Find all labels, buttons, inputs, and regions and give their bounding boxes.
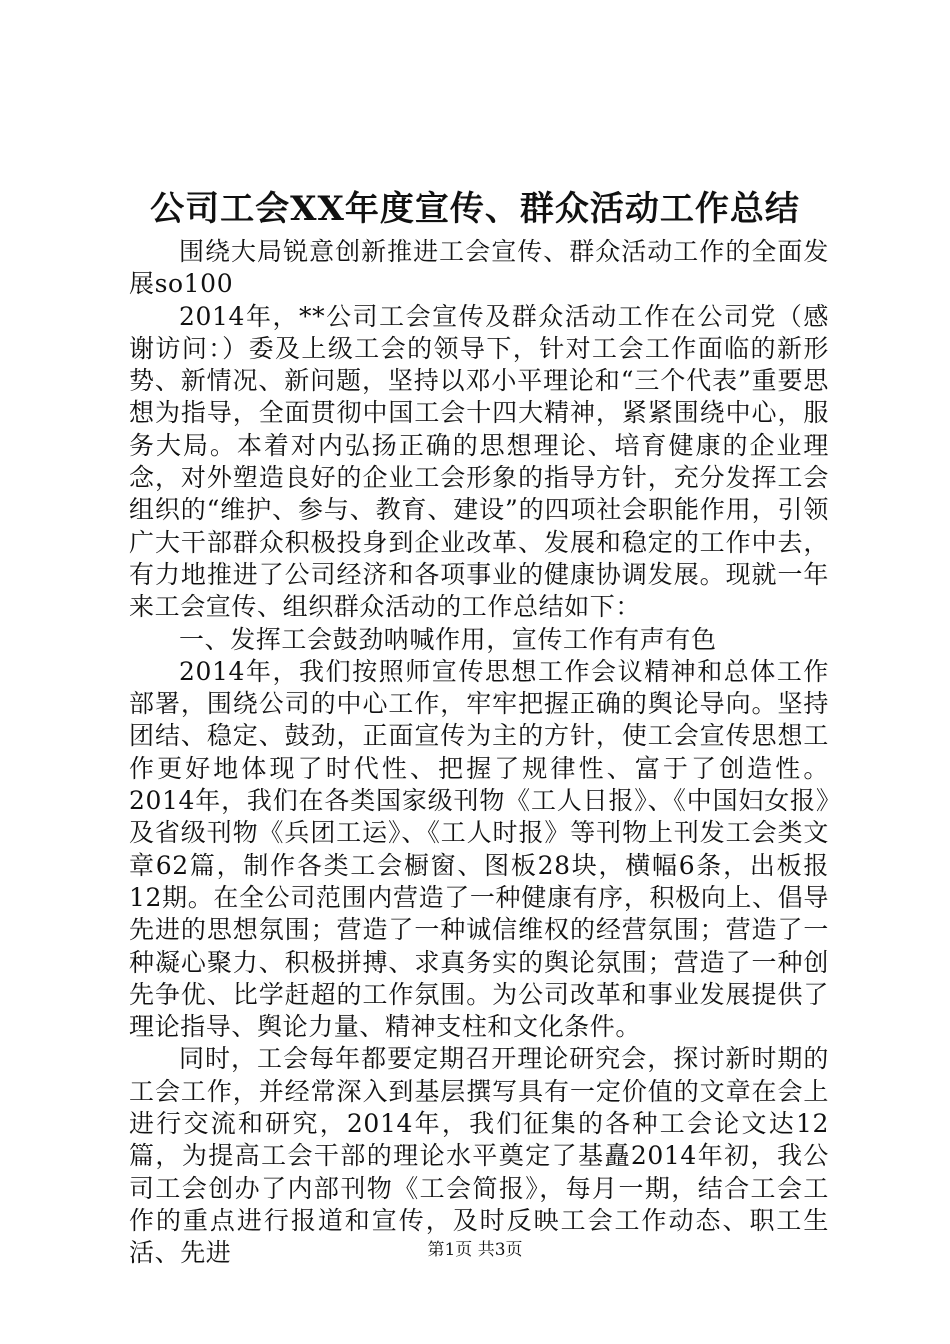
page-total: 共3页 — [477, 1240, 523, 1260]
paragraph-subtitle: 围绕大局锐意创新推进工会宣传、群众活动工作的全面发展so100 — [129, 237, 829, 299]
document-body — [129, 236, 829, 1270]
page-number: 第1页 — [427, 1240, 473, 1260]
paragraph-section-1: 2014年，我们按照师宣传思想工作会议精神和总体工作部署，围绕公司的中心工作，牢牢把握正确的舆论导向。坚持团结、稳定、鼓劲，正面宣传为主的方针，使工会宣传思想工作更好地体现了时代性、把握了规律性、富于了创造性。2014年，我们在各类国家级刊物《工人日报》、《中国妇女报》及省级刊物《兵团工运》、《工人时报》等刊物上刊发工会类文章62篇，制作各类工会橱窗、图板28块，横幅6条，出板报12期。在全公司范围内营造了一种健康有序，积极向上、倡导先进的思想氛围；营造了一种诚信维权的经营氛围；营造了一种凝心聚力、积极拼搏、求真务实的舆论氛围；营造了一种创先争优、比学赶超的工作氛围。为公司改革和事业发展提供了理论指导、舆论力量、精神支柱和文化条件。 — [129, 656, 829, 1042]
document-title: 公司工会XX年度宣传、群众活动工作总结 — [150, 189, 800, 229]
page-footer — [0, 1238, 950, 1262]
paragraph-intro: 2014年，**公司工会宣传及群众活动工作在公司党（感谢访问：）委及上级工会的领导下，针对工会工作面临的新形势、新情况、新问题，坚持以邓小平理论和“三个代表”重要思想为指导，全面贯彻中国工会十四大精神，紧紧围绕中心，服务大局。本着对内弘扬正确的思想理论、培育健康的企业理念，对外塑造良好的企业工会形象的指导方针，充分发挥工会组织的“维护、参与、教育、建设”的四项社会职能作用，引领广大干部群众积极投身到企业改革、发展和稳定的工作中去，有力地推进了公司经济和各项事业的健康协调发展。现就一年来工会宣传、组织群众活动的工作总结如下： — [129, 301, 829, 622]
paragraph-section-1-continued: 同时，工会每年都要定期召开理论研究会，探讨新时期的工会工作，并经常深入到基层撰写具有一定价值的文章在会上进行交流和研究，2014年，我们征集的各种工会论文达12篇，为提高工会干部的理论水平奠定了基矗2014年初，我公司工会创办了内部刊物《工会简报》，每月一期，结合工会工作的重点进行报道和宣传，及时反映工会工作动态、职工生活、先进 — [129, 1044, 829, 1268]
section-heading-1: 一、发挥工会鼓劲呐喊作用，宣传工作有声有色 — [179, 624, 717, 654]
